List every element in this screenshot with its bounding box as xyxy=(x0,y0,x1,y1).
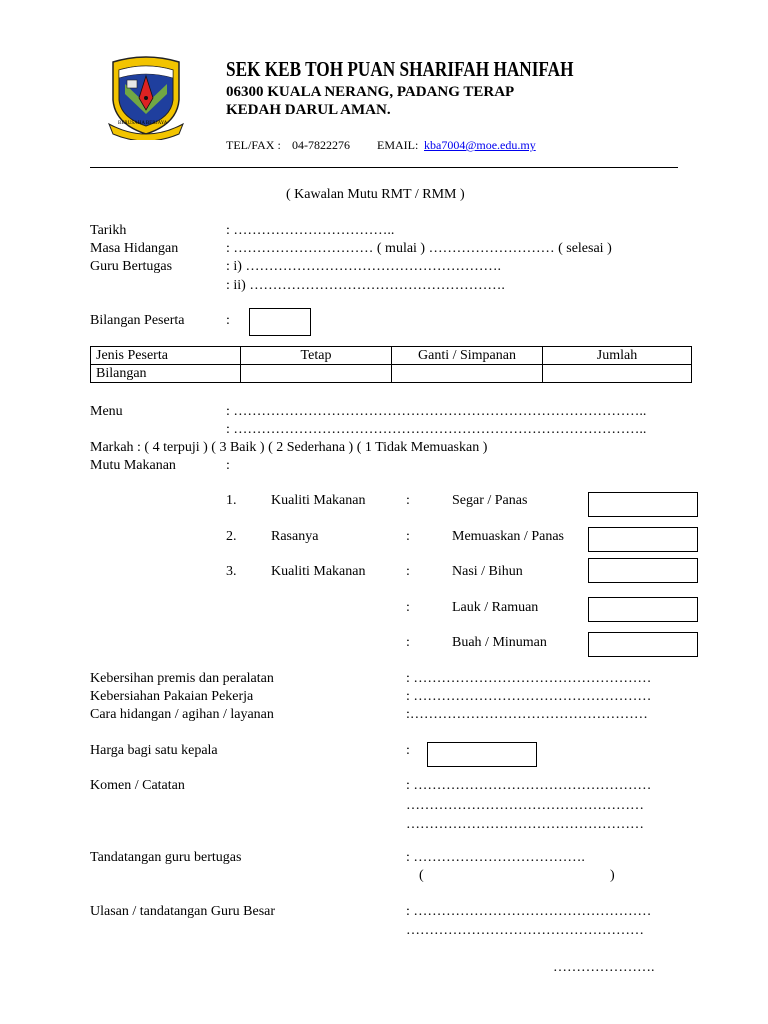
komen-line-3: …………………………………………… xyxy=(406,817,644,832)
header-divider xyxy=(90,167,678,168)
email-label: EMAIL: xyxy=(377,138,419,152)
mutu-label: Mutu Makanan xyxy=(90,458,176,473)
table-row-label: Bilangan xyxy=(91,365,241,383)
criteria-number: 2. xyxy=(226,529,237,544)
criteria-name: Rasanya xyxy=(271,529,319,544)
criteria-item: Lauk / Ramuan xyxy=(452,600,539,615)
menu-line-2: : …………………………………………………………………………….. xyxy=(226,422,647,437)
criteria-colon: : xyxy=(406,564,410,579)
criteria-item: Nasi / Bihun xyxy=(452,564,523,579)
tandatangan-paren-open: ( xyxy=(419,868,424,883)
guru-value-1: : i) ………………………………………………. xyxy=(226,259,501,274)
masa-value: : ………………………… ( mulai ) ……………………… ( selesai ) xyxy=(226,241,612,256)
mutu-colon: : xyxy=(226,458,230,473)
school-name: SEK KEB TOH PUAN SHARIFAH HANIFAH xyxy=(226,57,574,81)
criteria-name: Kualiti Makanan xyxy=(271,564,366,579)
bilangan-colon: : xyxy=(226,313,230,328)
table-header-cell: Ganti / Simpanan xyxy=(392,347,543,365)
form-title: ( Kawalan Mutu RMT / RMM ) xyxy=(286,187,465,202)
score-box[interactable] xyxy=(588,632,698,657)
guru-value-2: : ii) ………………………………………………. xyxy=(226,278,505,293)
table-header-cell: Tetap xyxy=(241,347,392,365)
komen-line-1: : …………………………………………… xyxy=(406,778,652,793)
table-cell-jumlah[interactable] xyxy=(543,365,692,383)
komen-label: Komen / Catatan xyxy=(90,778,185,793)
tandatangan-label: Tandatangan guru bertugas xyxy=(90,850,242,865)
criteria-number: 3. xyxy=(226,564,237,579)
criteria-name: Kualiti Makanan xyxy=(271,493,366,508)
address-line2: KEDAH DARUL AMAN. xyxy=(226,102,391,118)
peserta-table xyxy=(90,346,692,383)
address-line1: 06300 KUALA NERANG, PADANG TERAP xyxy=(226,84,515,100)
tandatangan-value: : ………………………………. xyxy=(406,850,585,865)
criteria-number: 1. xyxy=(226,493,237,508)
score-box[interactable] xyxy=(588,597,698,622)
bilangan-box[interactable] xyxy=(249,308,311,336)
ulasan-sign-dots: …………………. xyxy=(553,960,655,975)
table-header-cell: Jumlah xyxy=(543,347,692,365)
criteria-item: Segar / Panas xyxy=(452,493,528,508)
harga-box[interactable] xyxy=(427,742,537,767)
ulasan-line-1: : …………………………………………… xyxy=(406,904,652,919)
table-header-row xyxy=(91,347,692,365)
ulasan-line-2: …………………………………………… xyxy=(406,923,644,938)
guru-label: Guru Bertugas xyxy=(90,259,173,274)
hidangan-value: :…………………………………………… xyxy=(406,707,648,722)
tandatangan-paren-close: ) xyxy=(610,868,615,883)
criteria-item: Memuaskan / Panas xyxy=(452,529,564,544)
menu-label: Menu xyxy=(90,404,123,419)
table-cell-tetap[interactable] xyxy=(241,365,392,383)
pakaian-value: : …………………………………………… xyxy=(406,689,652,704)
table-header-cell: Jenis Peserta xyxy=(91,347,241,365)
ulasan-label: Ulasan / tandatangan Guru Besar xyxy=(90,904,276,919)
menu-line-1: : …………………………………………………………………………….. xyxy=(226,404,647,419)
crest-motto: BERUSAHA BERJAYA xyxy=(118,121,168,126)
harga-label: Harga bagi satu kepala xyxy=(90,743,218,758)
hidangan-label: Cara hidangan / agihan / layanan xyxy=(90,707,274,722)
tel-value: 04-7822276 xyxy=(292,138,350,152)
tarikh-label: Tarikh xyxy=(90,223,127,238)
premis-label: Kebersihan premis dan peralatan xyxy=(90,671,274,686)
harga-colon: : xyxy=(406,743,410,758)
criteria-colon: : xyxy=(406,600,410,615)
criteria-colon: : xyxy=(406,635,410,650)
criteria-item: Buah / Minuman xyxy=(452,635,547,650)
score-box[interactable] xyxy=(588,527,698,552)
tarikh-value: : …………………………….. xyxy=(226,223,395,238)
bilangan-label: Bilangan Peserta xyxy=(90,313,185,328)
markah-scale: Markah : ( 4 terpuji ) ( 3 Baik ) ( 2 Sederhana ) ( 1 Tidak Memuaskan ) xyxy=(90,440,488,455)
school-crest-logo xyxy=(107,54,185,140)
tel-label: TEL/FAX : xyxy=(226,138,281,152)
table-cell-ganti[interactable] xyxy=(392,365,543,383)
criteria-colon: : xyxy=(406,529,410,544)
score-box[interactable] xyxy=(588,558,698,583)
score-box[interactable] xyxy=(588,492,698,517)
criteria-colon: : xyxy=(406,493,410,508)
premis-value: : …………………………………………… xyxy=(406,671,652,686)
pakaian-label: Kebersiahan Pakaian Pekerja xyxy=(90,689,254,704)
masa-label: Masa Hidangan xyxy=(90,241,179,256)
komen-line-2: …………………………………………… xyxy=(406,798,644,813)
email-link[interactable]: kba7004@moe.edu.my xyxy=(424,138,536,152)
table-row xyxy=(91,365,692,383)
